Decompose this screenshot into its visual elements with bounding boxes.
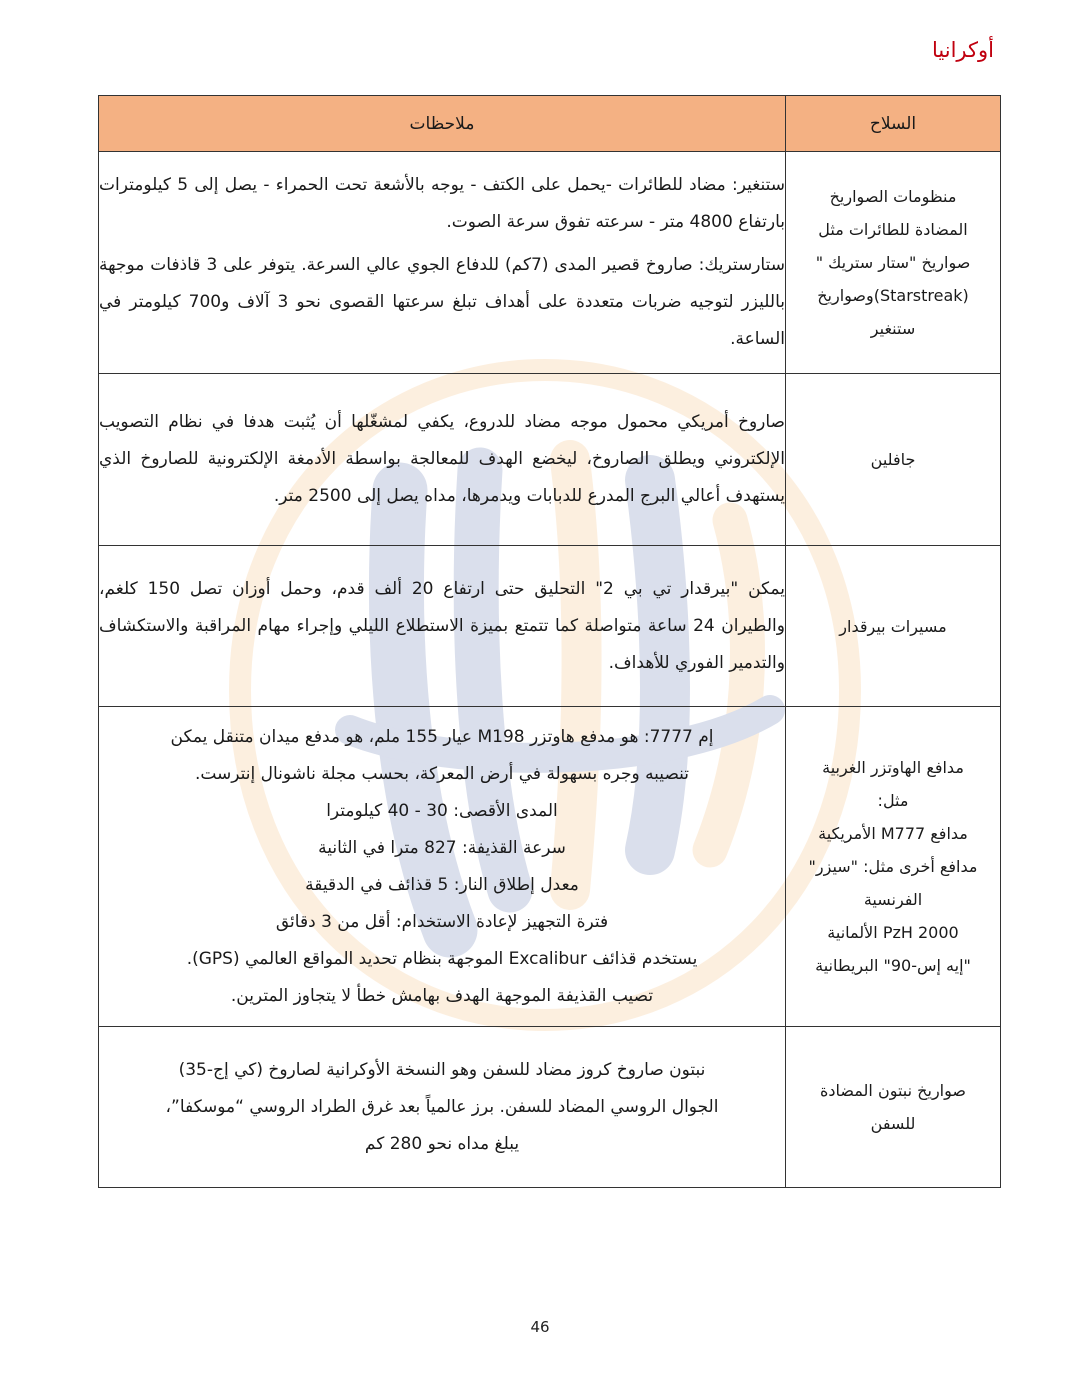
weapon-line: مدافع M777 الأمريكية bbox=[818, 824, 968, 843]
weapon-line: "إيه إس-90" البريطانية bbox=[815, 956, 971, 975]
notes-line: فترة التجهيز لإعادة الاستخدام: أقل من 3 دقائق bbox=[275, 911, 609, 932]
country-heading: أوكرانيا bbox=[932, 38, 994, 62]
weapon-line: (Starstreak)وصواريخ bbox=[817, 286, 969, 305]
header-weapon: السلاح bbox=[786, 96, 1001, 152]
table-row bbox=[99, 707, 1001, 1027]
header-notes: ملاحظات bbox=[99, 96, 786, 152]
page-number: 46 bbox=[530, 1318, 550, 1336]
notes-cell bbox=[99, 707, 786, 1027]
notes-line: يستخدم قذائف Excalibur الموجهة بنظام تحديد المواقع العالمي (GPS). bbox=[186, 948, 698, 969]
table-row bbox=[99, 546, 1001, 707]
notes-paragraph: ستنغير: مضاد للطائرات -يحمل على الكتف - يوجه بالأشعة تحت الحمراء - يصل إلى 5 كيلومترات بارتفاع 4800 متر - سرعته تفوق سرعة الصوت. bbox=[99, 175, 785, 232]
weapon-line: جافلين bbox=[870, 450, 916, 469]
weapon-line: صواريخ نبتون المضادة bbox=[820, 1081, 966, 1100]
notes-paragraph: يمكن "بيرقدار تي بي 2" التحليق حتى ارتفاع 20 ألف قدم، وحمل أوزان تصل 150 كلغم، والطيران 24 ساعة متواصلة كما تتمتع بميزة الاستطلاع الليلي وإجراء مهام المراقبة والاستكشاف والتدمير الفوري للأهداف. bbox=[99, 578, 785, 673]
notes-line: نبتون صاروخ كروز مضاد للسفن وهو النسخة الأوكرانية لصاروخ (كي إج-35) bbox=[178, 1059, 706, 1080]
weapon-line: مسيرات بيرقدار bbox=[839, 616, 947, 636]
notes-line: يبلغ مداه نحو 280 كم bbox=[364, 1133, 520, 1154]
weapon-cell bbox=[786, 546, 1001, 707]
notes-cell bbox=[99, 1027, 786, 1188]
notes-paragraph: صاروخ أمريكي محمول موجه مضاد للدروع، يكفي لمشغّلها أن يُثبت هدفا في نظام التصويب الإلكتروني ويطلق الصاروخ، ليخضع الهدف للمعالجة بواسطة الأدمغة الإلكترونية للصاروخ الذي يستهدف أعالي البرج المدرع للدبابات ويدمرها، مداه يصل إلى 2500 متر. bbox=[99, 412, 785, 506]
table-header-row bbox=[99, 96, 1001, 152]
weapon-cell bbox=[786, 707, 1001, 1027]
weapon-line: المضادة للطائرات مثل bbox=[818, 220, 968, 239]
notes-line: تصيب القذيفة الموجهة الهدف بهامش خطأ لا يتجاوز المترين. bbox=[230, 985, 654, 1006]
weapon-line: مدافع الهاوتزر الغربية bbox=[822, 758, 964, 777]
notes-cell bbox=[99, 374, 786, 546]
weapon-line: منظومات الصواريخ bbox=[829, 187, 957, 206]
table-row bbox=[99, 1027, 1001, 1188]
notes-paragraph: ستارستريك: صاروخ قصير المدى (7كم) للدفاع الجوي عالي السرعة. يتوفر على 3 قاذفات موجهة بالليزر لتوجيه ضربات متعددة على أهداف تبلغ سرعتها القصوى نحو 3 آلاف و700 كيلومتر في الساعة. bbox=[99, 255, 785, 349]
weapons-table bbox=[98, 95, 1001, 1188]
weapon-line: 2000 PzH الألمانية bbox=[827, 923, 959, 942]
table-row bbox=[99, 152, 1001, 374]
notes-cell bbox=[99, 546, 786, 707]
notes-line: تنصيبه وجره بسهولة في أرض المعركة، بحسب مجلة ناشونال إنترست. bbox=[194, 763, 690, 784]
weapon-line: مثل: bbox=[877, 791, 909, 810]
notes-line: سرعة القذيفة: 827 مترا في الثانية bbox=[318, 837, 566, 858]
weapon-cell bbox=[786, 1027, 1001, 1188]
weapon-cell bbox=[786, 152, 1001, 374]
weapon-line: ستنغير bbox=[870, 319, 916, 338]
weapon-line: للسفن bbox=[870, 1114, 916, 1133]
weapon-line: مدافع أخرى مثل: "سيزر" bbox=[808, 857, 978, 876]
notes-cell bbox=[99, 152, 786, 374]
weapon-cell bbox=[786, 374, 1001, 546]
table-row bbox=[99, 374, 1001, 546]
notes-line: معدل إطلاق النار: 5 قذائف في الدقيقة bbox=[305, 874, 579, 895]
weapon-line: صواريخ "ستار ستريك " bbox=[815, 253, 971, 272]
notes-line: المدى الأقصى: 30 - 40 كيلومترا bbox=[326, 800, 558, 821]
weapon-line: الفرنسية bbox=[863, 890, 923, 909]
notes-line: إم 7777: هو مدفع هاوتزر M198 عيار 155 ملم، هو مدفع ميدان متنقل يمكن bbox=[170, 726, 714, 747]
notes-line: الجوال الروسي المضاد للسفن. برز عالمياً بعد غرق الطراد الروسي “موسكفا”، bbox=[165, 1096, 719, 1117]
